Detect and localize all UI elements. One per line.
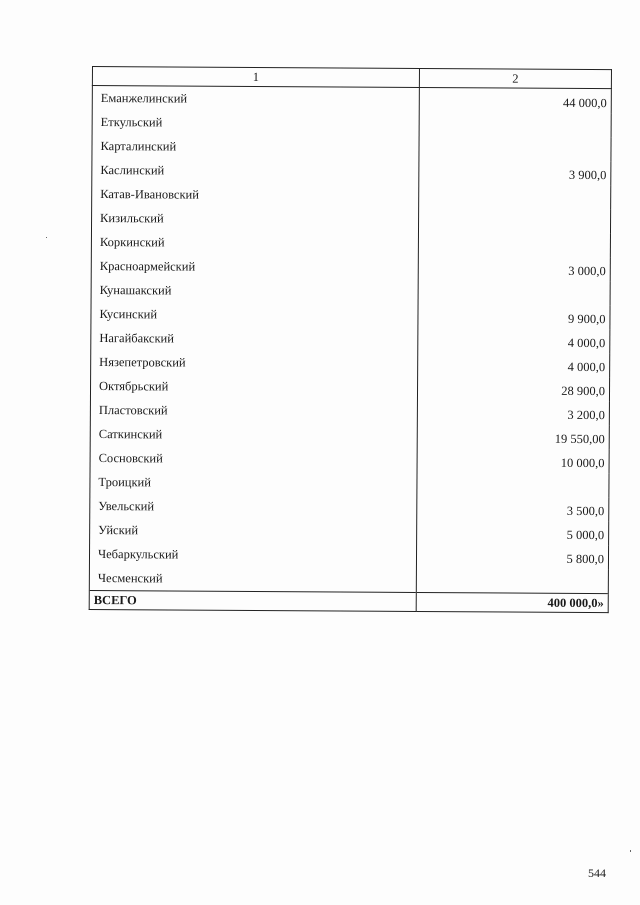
page-number: 544 [588, 866, 606, 880]
table-row [90, 398, 609, 425]
allocation-value: 5 000,0 [417, 520, 609, 545]
district-name: Нагайбакский [91, 326, 418, 352]
allocation-value: 9 900,0 [418, 304, 610, 329]
allocation-value [418, 280, 610, 305]
table-row [92, 182, 611, 209]
allocation-table [89, 66, 612, 613]
district-name: Красноармейский [91, 254, 418, 280]
district-name: Кизильский [91, 206, 418, 232]
district-name: Октябрьский [90, 374, 417, 400]
allocation-value: 10 000,0 [417, 448, 609, 473]
table-row [91, 278, 610, 305]
district-name: Троицкий [90, 470, 417, 496]
district-name: Катав-Ивановский [92, 182, 419, 208]
allocation-value: 3 000,0 [418, 256, 610, 281]
district-name: Уйский [90, 518, 417, 544]
table-row [89, 542, 608, 569]
allocation-value: 3 900,0 [419, 160, 611, 185]
total-row [89, 590, 608, 612]
district-name: Увельский [90, 494, 417, 520]
allocation-value [417, 472, 609, 497]
table-row [91, 206, 610, 233]
district-name: Чебаркульский [89, 542, 416, 568]
district-name: Еткульский [92, 110, 419, 136]
table-row [90, 494, 609, 521]
table-row [90, 470, 609, 497]
table-row [90, 374, 609, 401]
column-header-1: 1 [92, 67, 419, 88]
allocation-value: 19 550,00 [417, 424, 609, 449]
total-value: 400 000,0» [416, 592, 608, 612]
allocation-value: 3 200,0 [417, 400, 609, 425]
district-name: Кунашакский [91, 278, 418, 304]
allocation-value: 3 500,0 [417, 496, 609, 521]
allocation-value: 4 000,0 [418, 328, 610, 353]
total-label: ВСЕГО [89, 590, 416, 611]
allocation-value [418, 232, 610, 257]
table-row [91, 350, 610, 377]
column-header-2: 2 [419, 69, 611, 89]
table-row [92, 134, 611, 161]
district-name: Чесменский [89, 566, 416, 592]
allocation-value [419, 136, 611, 161]
table-row [91, 254, 610, 281]
district-name: Карталинский [92, 134, 419, 160]
allocation-value [419, 184, 611, 209]
allocation-value: 44 000,0 [419, 88, 611, 114]
table-row [90, 518, 609, 545]
allocation-value [418, 208, 610, 233]
allocation-value: 4 000,0 [418, 352, 610, 377]
district-name: Саткинский [90, 422, 417, 448]
table-row [89, 566, 608, 594]
district-name: Кусинский [91, 302, 418, 328]
scan-mark [630, 850, 631, 852]
district-name: Нязепетровский [91, 350, 418, 376]
table-row [92, 110, 611, 137]
table-row [90, 446, 609, 473]
table-row [90, 422, 609, 449]
district-name: Сосновский [90, 446, 417, 472]
district-name: Еманжелинский [92, 86, 419, 112]
scan-mark [46, 237, 47, 238]
table-row [91, 302, 610, 329]
allocation-value: 28 900,0 [417, 376, 609, 401]
allocation-value [416, 568, 608, 594]
district-name: Пластовский [90, 398, 417, 424]
allocation-value [419, 112, 611, 137]
district-name: Коркинский [91, 230, 418, 256]
table-row [91, 326, 610, 353]
table-row [92, 86, 611, 114]
table-row [91, 230, 610, 257]
table-body [89, 86, 611, 613]
allocation-value: 5 800,0 [416, 544, 608, 569]
table-row [92, 158, 611, 185]
district-name: Каслинский [92, 158, 419, 184]
